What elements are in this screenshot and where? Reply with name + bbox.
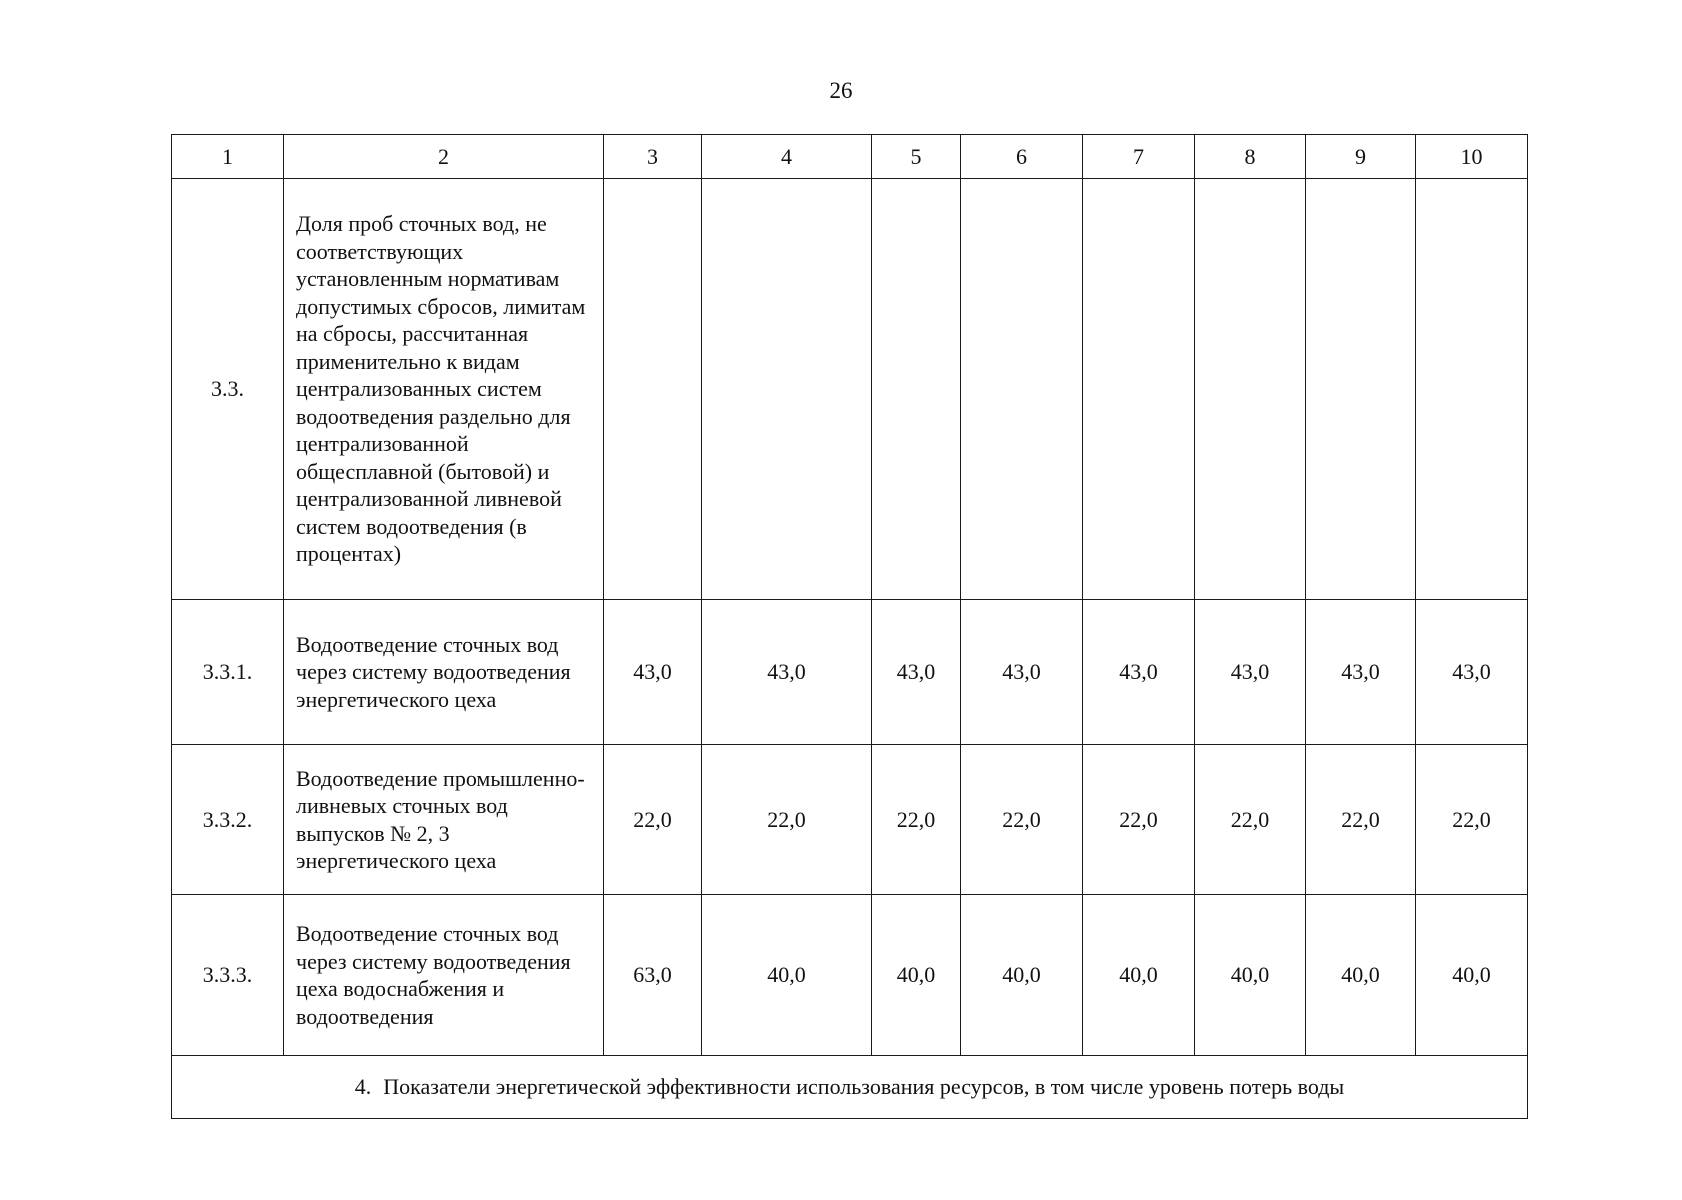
value-cell: 22,0: [1195, 745, 1306, 895]
column-header: 6: [961, 135, 1083, 179]
row-description: Доля проб сточных вод, не соответствующих установленным нормативам допустимых сбросов, лимитам на сбросы, рассчитанная применительно к видам централизованных систем водоотведения раздельно для централизованной общесплавной (бытовой) и централизованной ливневой систем водоотведения (в процентах): [284, 179, 604, 600]
value-cell: 22,0: [1416, 745, 1528, 895]
value-cell: [1195, 179, 1306, 600]
value-cell: 43,0: [1083, 600, 1195, 745]
indicators-table: [171, 134, 1528, 1119]
value-cell: [872, 179, 961, 600]
value-cell: 43,0: [604, 600, 702, 745]
column-header: 3: [604, 135, 702, 179]
table-row: [172, 895, 1528, 1056]
table-row: [172, 179, 1528, 600]
value-cell: 22,0: [872, 745, 961, 895]
value-cell: 43,0: [872, 600, 961, 745]
value-cell: 40,0: [1416, 895, 1528, 1056]
column-header: 2: [284, 135, 604, 179]
value-cell: 40,0: [1083, 895, 1195, 1056]
row-number: 3.3.1.: [172, 600, 284, 745]
value-cell: [1306, 179, 1416, 600]
row-number: 3.3.3.: [172, 895, 284, 1056]
value-cell: 43,0: [1416, 600, 1528, 745]
table-row: [172, 745, 1528, 895]
row-number: 3.3.: [172, 179, 284, 600]
value-cell: 63,0: [604, 895, 702, 1056]
section-heading-row: [172, 1056, 1528, 1119]
column-header: 5: [872, 135, 961, 179]
value-cell: [604, 179, 702, 600]
value-cell: 40,0: [1306, 895, 1416, 1056]
value-cell: [702, 179, 872, 600]
column-header: 1: [172, 135, 284, 179]
section-number: 4.: [354, 1074, 372, 1100]
value-cell: 43,0: [1306, 600, 1416, 745]
column-header: 7: [1083, 135, 1195, 179]
row-description: Водоотведение промышленно-ливневых сточных вод выпусков № 2, 3 энергетического цеха: [284, 745, 604, 895]
column-header: 8: [1195, 135, 1306, 179]
value-cell: [1083, 179, 1195, 600]
value-cell: 40,0: [1195, 895, 1306, 1056]
value-cell: 40,0: [702, 895, 872, 1056]
row-number: 3.3.2.: [172, 745, 284, 895]
row-description: Водоотведение сточных вод через систему водоотведения энергетического цеха: [284, 600, 604, 745]
row-description: Водоотведение сточных вод через систему водоотведения цеха водоснабжения и водоотведения: [284, 895, 604, 1056]
value-cell: 43,0: [702, 600, 872, 745]
page-number: 26: [829, 78, 853, 103]
value-cell: [1416, 179, 1528, 600]
table-row: [172, 600, 1528, 745]
section-heading: [172, 1056, 1528, 1119]
column-header: 4: [702, 135, 872, 179]
value-cell: 22,0: [961, 745, 1083, 895]
value-cell: 22,0: [604, 745, 702, 895]
value-cell: 22,0: [702, 745, 872, 895]
section-title: Показатели энергетической эффективности использования ресурсов, в том числе уровень потерь воды: [383, 1074, 1345, 1100]
value-cell: [961, 179, 1083, 600]
table-header-row: [172, 135, 1528, 179]
value-cell: 43,0: [961, 600, 1083, 745]
value-cell: 40,0: [872, 895, 961, 1056]
value-cell: 22,0: [1083, 745, 1195, 895]
column-header: 10: [1416, 135, 1528, 179]
value-cell: 22,0: [1306, 745, 1416, 895]
value-cell: 43,0: [1195, 600, 1306, 745]
value-cell: 40,0: [961, 895, 1083, 1056]
column-header: 9: [1306, 135, 1416, 179]
